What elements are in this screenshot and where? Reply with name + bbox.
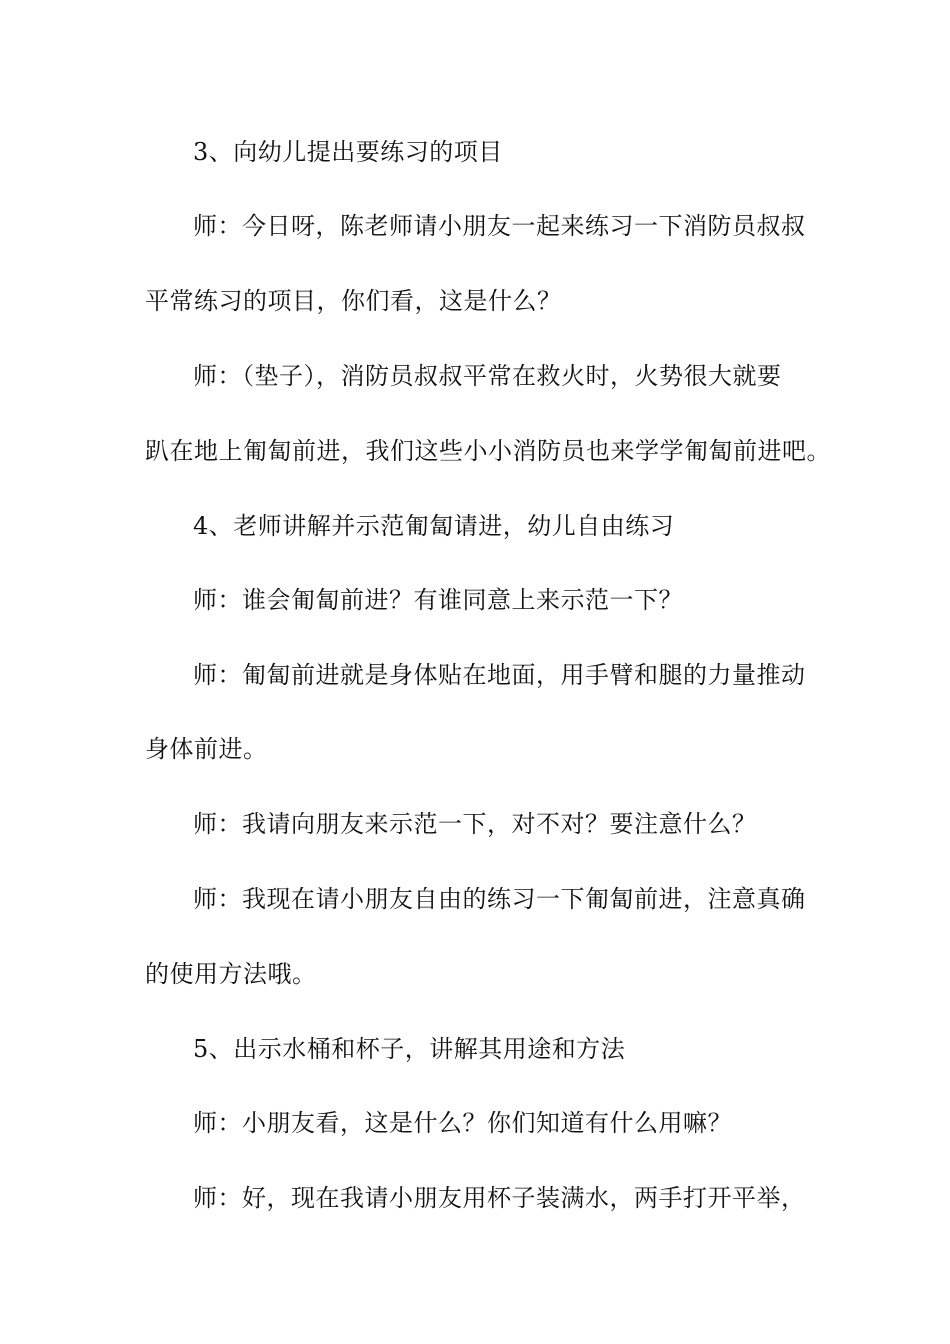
paragraph-line: 师：谁会匍匐前进？有谁同意上来示范一下？ [193,586,683,614]
section-heading-5: 5、出示水桶和杯子，讲解其用途和方法 [193,1035,626,1063]
paragraph-line: 师：小朋友看，这是什么？你们知道有什么用嘛？ [193,1109,732,1137]
paragraph-line: 趴在地上匍匐前进，我们这些小小消防员也来学学匍匐前进吧。 [145,437,831,465]
section-heading-3: 3、向幼儿提出要练习的项目 [193,138,503,166]
paragraph-line: 师：今日呀，陈老师请小朋友一起来练习一下消防员叔叔 [193,212,806,240]
paragraph-line: 平常练习的项目，你们看，这是什么？ [145,287,562,315]
paragraph-line: 师：我现在请小朋友自由的练习一下匍匐前进，注意真确 [193,885,806,913]
section-heading-4: 4、老师讲解并示范匍匐请进，幼儿自由练习 [193,512,675,540]
paragraph-line: 身体前进。 [145,735,268,763]
paragraph-line: 的使用方法哦。 [145,960,317,988]
paragraph-line: 师：（垫子），消防员叔叔平常在救火时，火势很大就要 [193,362,782,390]
paragraph-line: 师：匍匐前进就是身体贴在地面，用手臂和腿的力量推动 [193,661,806,689]
paragraph-line: 师：我请向朋友来示范一下，对不对？要注意什么？ [193,810,757,838]
paragraph-line: 师：好，现在我请小朋友用杯子装满水，两手打开平举， [193,1184,806,1212]
